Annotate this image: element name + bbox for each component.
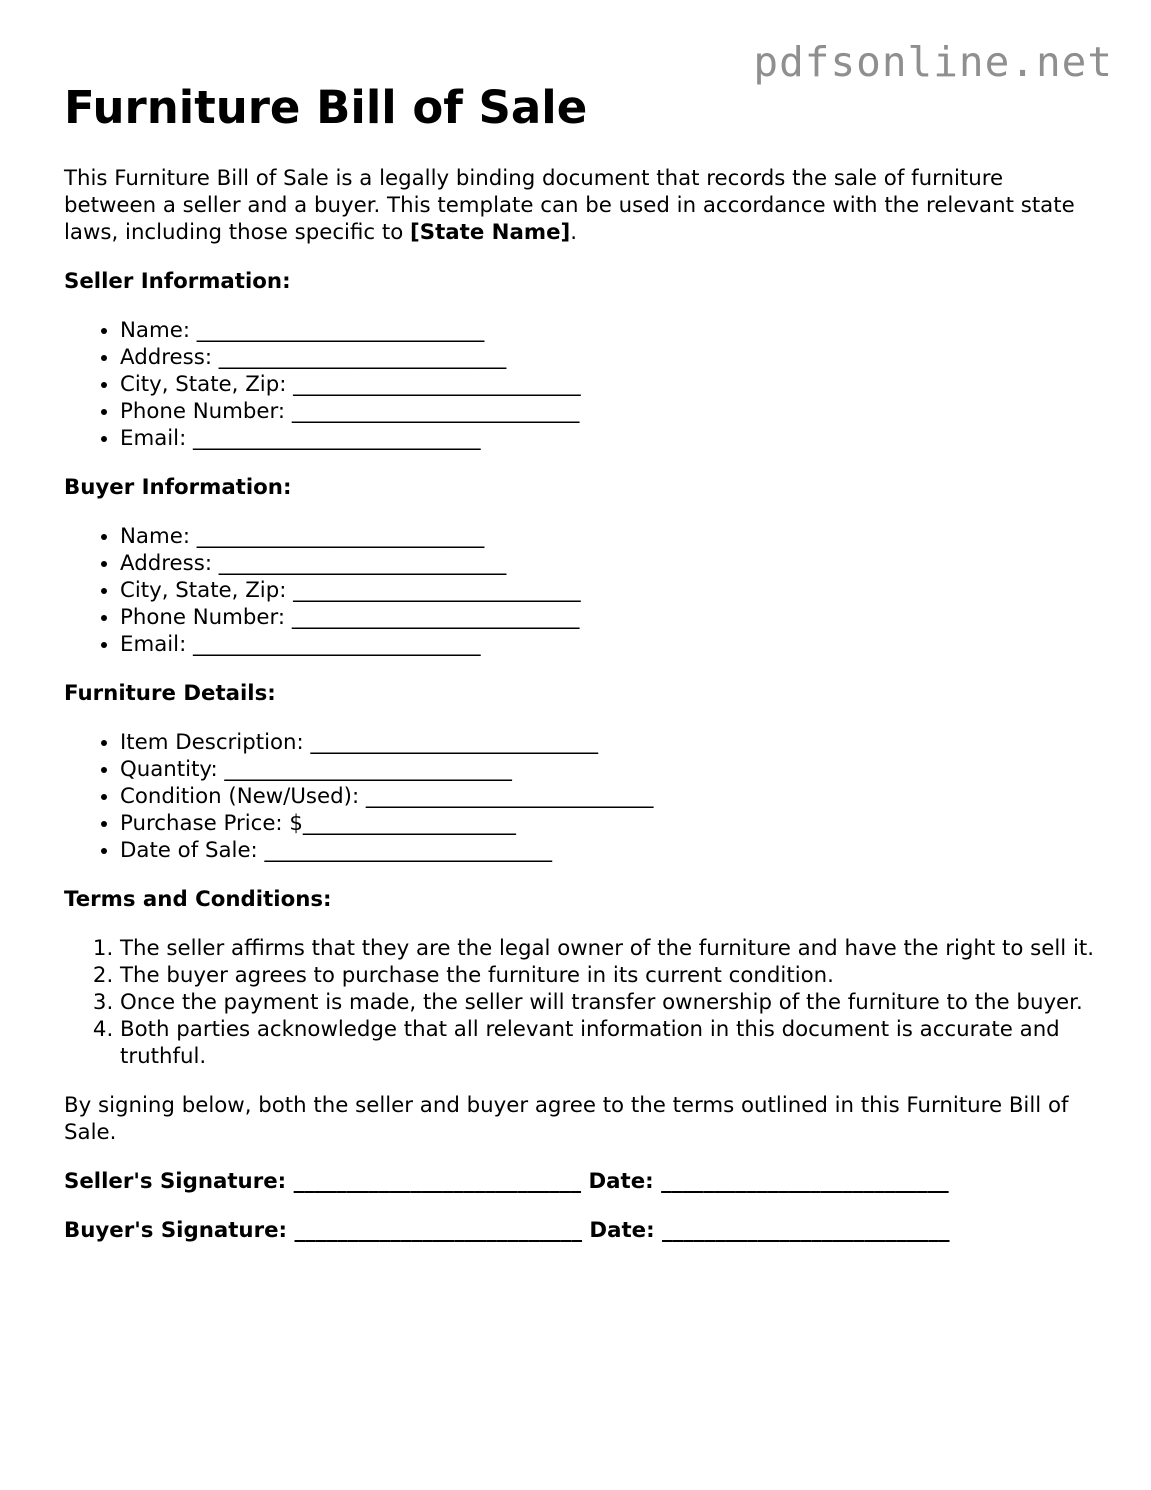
buyer-email-field: • Email: ___________________________: [120, 631, 1094, 658]
terms-heading: Terms and Conditions:: [64, 887, 332, 912]
quantity-field: • Quantity: ___________________________: [120, 756, 1094, 783]
buyer-heading: Buyer Information:: [64, 475, 292, 500]
intro-end: .: [570, 220, 578, 245]
buyer-signature-line: Buyer's Signature: ___________________________ Date: ___________________________: [64, 1218, 950, 1243]
intro-text: This Furniture Bill of Sale is a legally binding document that records the sale of furniture between a seller and a buyer. This template can be used in accordance with the relevant state laws, including those specific to: [64, 166, 1075, 245]
buyer-name-field: • Name: ___________________________: [120, 523, 1094, 550]
intro-paragraph: [64, 165, 1094, 246]
date-of-sale-field: • Date of Sale: ___________________________: [120, 837, 1094, 864]
page-title: Furniture Bill of Sale: [64, 81, 588, 134]
buyer-fields: [64, 523, 1094, 658]
seller-address-field: • Address: ___________________________: [120, 344, 1094, 371]
seller-heading: Seller Information:: [64, 269, 291, 294]
seller-email-field: • Email: ___________________________: [120, 425, 1094, 452]
state-name-placeholder: [State Name]: [410, 220, 571, 245]
buyer-phone-field: • Phone Number: ___________________________: [120, 604, 1094, 631]
closing-paragraph: By signing below, both the seller and buyer agree to the terms outlined in this Furniture Bill of Sale.: [64, 1093, 1069, 1145]
furniture-fields: [64, 729, 1094, 864]
term-item: 1. The seller affirms that they are the legal owner of the furniture and have the right to sell it.: [120, 935, 1094, 962]
document-page: [64, 82, 1094, 1244]
furniture-heading: Furniture Details:: [64, 681, 276, 706]
seller-phone-field: • Phone Number: ___________________________: [120, 398, 1094, 425]
seller-city-state-zip-field: • City, State, Zip: ___________________________: [120, 371, 1094, 398]
buyer-address-field: • Address: ___________________________: [120, 550, 1094, 577]
term-item: 2. The buyer agrees to purchase the furniture in its current condition.: [120, 962, 1094, 989]
seller-signature-line: Seller's Signature: ___________________________ Date: ___________________________: [64, 1169, 949, 1194]
buyer-city-state-zip-field: • City, State, Zip: ___________________________: [120, 577, 1094, 604]
purchase-price-field: • Purchase Price: $____________________: [120, 810, 1094, 837]
watermark: pdfsonline.net: [753, 38, 1113, 86]
condition-field: • Condition (New/Used): ___________________________: [120, 783, 1094, 810]
term-item: 4. Both parties acknowledge that all relevant information in this document is accurate and truthful.: [120, 1016, 1094, 1070]
term-item: 3. Once the payment is made, the seller will transfer ownership of the furniture to the buyer.: [120, 989, 1094, 1016]
seller-fields: [64, 317, 1094, 452]
item-description-field: • Item Description: ___________________________: [120, 729, 1094, 756]
seller-name-field: • Name: ___________________________: [120, 317, 1094, 344]
terms-list: [64, 935, 1094, 1070]
